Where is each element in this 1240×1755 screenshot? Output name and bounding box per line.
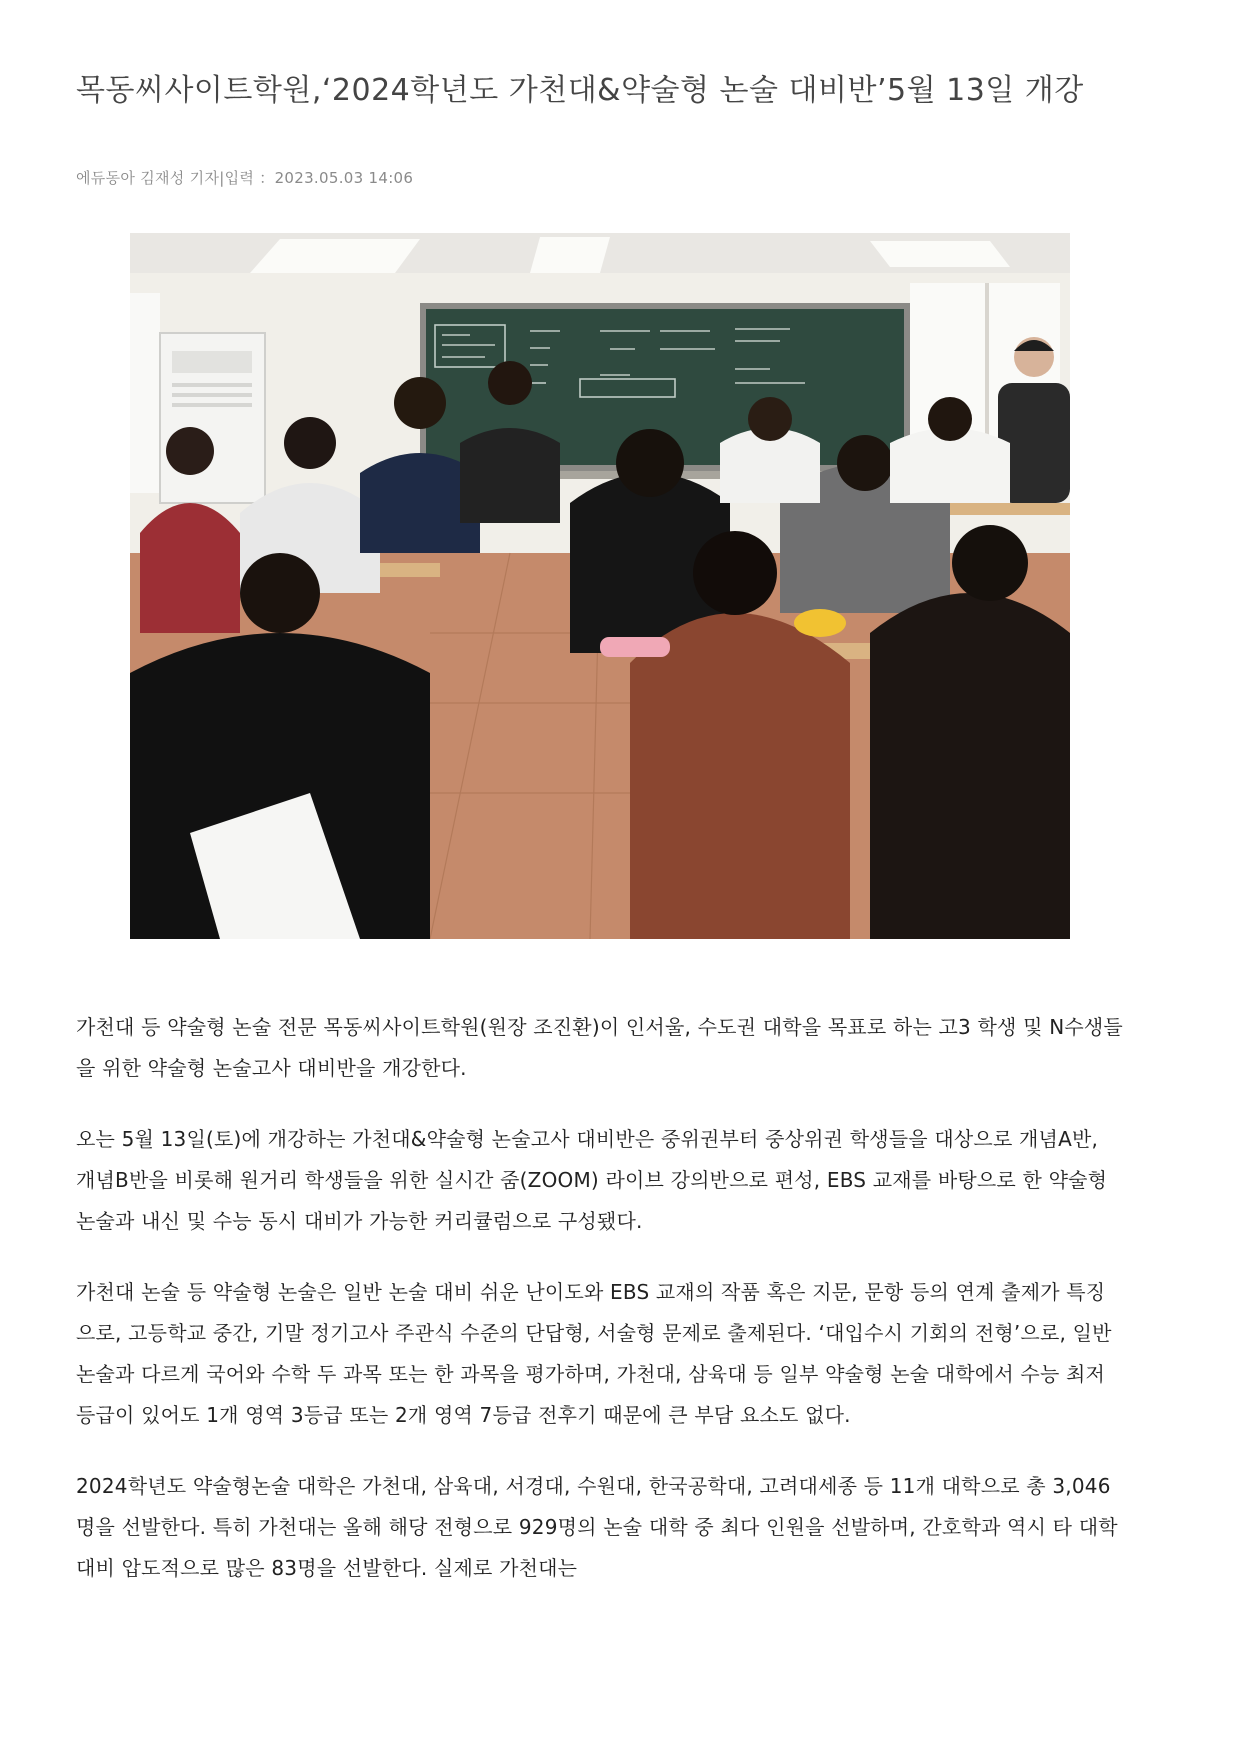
byline-published-label: 입력 ：	[224, 169, 275, 187]
classroom-photo	[130, 233, 1070, 939]
classroom-photo-illustration	[130, 233, 1070, 939]
byline-published-at: 2023.05.03 14:06	[274, 169, 414, 187]
byline-separator: |	[219, 169, 225, 187]
article-paragraph-4: 2024학년도 약술형논술 대학은 가천대, 삼육대, 서경대, 수원대, 한국공학대, 고려대세종 등 11개 대학으로 총 3,046명을 선발한다. 특히 가천대는 올해 해당 전형으로 929명의 논술 대학 중 최다 인원을 선발하며, 간호학과 역시 타 대학 대비 압도적으로 많은 83명을 선발한다. 실제로 가천대는	[76, 1474, 1118, 1580]
article-paragraph-2: 오는 5월 13일(토)에 개강하는 가천대&약술형 논술고사 대비반은 중위권부터 중상위권 학생들을 대상으로 개념A반, 개념B반을 비롯해 원거리 학생들을 위한 실시간 줌(ZOOM) 라이브 강의반으로 편성, EBS 교재를 바탕으로 한 약술형 논술과 내신 및 수능 동시 대비가 가능한 커리큘럼으로 구성됐다.	[76, 1127, 1108, 1233]
article-body	[76, 1007, 1124, 1619]
article-paragraph-3: 가천대 논술 등 약술형 논술은 일반 논술 대비 쉬운 난이도와 EBS 교재의 작품 혹은 지문, 문항 등의 연계 출제가 특징으로, 고등학교 중간, 기말 정기고사 주관식 수준의 단답형, 서술형 문제로 출제된다. ‘대입수시 기회의 전형’으로, 일반 논술과 다르게 국어와 수학 두 과목 또는 한 과목을 평가하며, 가천대, 삼육대 등 일부 약술형 논술 대학에서 수능 최저등급이 있어도 1개 영역 3등급 또는 2개 영역 7등급 전후기 때문에 큰 부담 요소도 없다.	[76, 1280, 1112, 1427]
article-byline	[76, 167, 413, 188]
article-paragraph-1: 가천대 등 약술형 논술 전문 목동씨사이트학원(원장 조진환)이 인서울, 수도권 대학을 목표로 하는 고3 학생 및 N수생들을 위한 약술형 논술고사 대비반을 개강한다.	[76, 1015, 1123, 1080]
article-headline: 목동씨사이트학원,‘2024학년도 가천대&약술형 논술 대비반’5월 13일 개강	[76, 73, 1084, 108]
byline-source: 에듀동아 김재성 기자	[76, 169, 220, 187]
